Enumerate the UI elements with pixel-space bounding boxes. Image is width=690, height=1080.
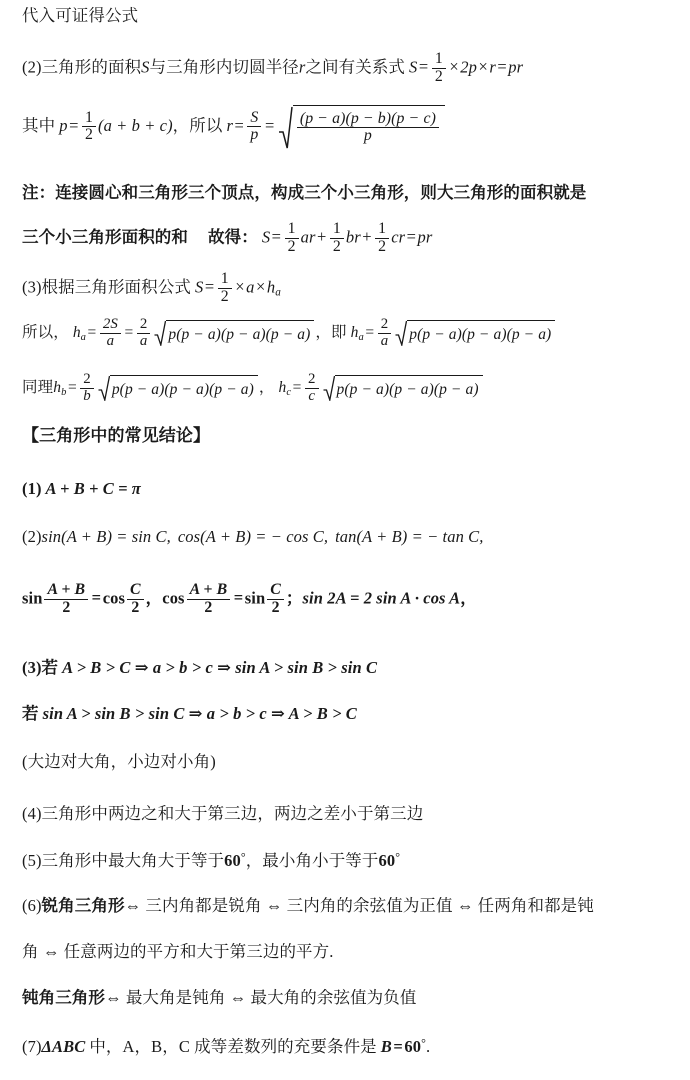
fraction-numerator: 1 xyxy=(82,110,96,127)
fraction-numerator: 1 xyxy=(375,221,389,238)
fraction-denominator: a xyxy=(139,332,148,349)
term-pr: pr xyxy=(508,57,524,77)
subscript-c: c xyxy=(286,387,292,399)
symbol-h-2: h xyxy=(350,324,359,342)
identity-tan: tan(A + B) = − tan C, xyxy=(335,527,484,546)
fraction-one-half xyxy=(218,271,232,304)
subscript-b: b xyxy=(61,387,67,399)
text-line-conclusion-6 xyxy=(22,898,682,915)
text-line-p-definition xyxy=(22,105,682,149)
ruo-label: 若 xyxy=(41,658,59,677)
note-text: 注：连接圆心和三角形三个顶点，构成三个小三角形，则大三角形的面积就是 xyxy=(22,183,587,202)
term-r: r xyxy=(489,57,496,77)
semicolon: ； xyxy=(285,588,303,608)
fraction-one-half-2 xyxy=(330,221,344,254)
equals-sign-2: = xyxy=(292,379,302,397)
acute-triangle-equivalences: ⇔ 三内角都是锐角 ⇔ 三内角的余弦值为正值 ⇔ 任两角和都是钝 xyxy=(124,896,594,915)
degree-symbol-1: ° xyxy=(240,850,246,864)
degree-symbol-2: ° xyxy=(395,850,401,864)
comma-2: ， xyxy=(460,588,477,608)
equals-sign: = xyxy=(204,277,215,297)
radical-body xyxy=(293,105,445,149)
radical-body: p(p − a)(p − a)(p − a) xyxy=(110,375,258,401)
conclusion-7-mid: 中，A，B，C 成等差数列的充要条件是 xyxy=(89,1036,377,1056)
fraction-numerator: A + B xyxy=(187,582,231,599)
text-line-note xyxy=(22,185,682,202)
conclusion-4-text: (4)三角形中两边之和大于第三边，两边之差小于第三边 xyxy=(22,804,424,823)
symbol-h: h xyxy=(53,379,62,397)
fraction-under-radical xyxy=(297,111,439,144)
equals-sign-2: = xyxy=(124,324,134,342)
fraction-numerator: 1 xyxy=(285,221,299,238)
equals-sign: = xyxy=(271,227,282,247)
fraction-numerator: 1 xyxy=(432,51,446,68)
fraction-numerator: 1 xyxy=(218,271,232,288)
fraction-S-over-p xyxy=(247,110,261,143)
item-2-tail: 之间有关系式 xyxy=(305,57,406,77)
fraction-denominator: 2 xyxy=(287,237,296,255)
fraction-denominator: 2 xyxy=(220,287,229,305)
item-number: (1) xyxy=(22,479,42,498)
fraction-numerator: C xyxy=(127,582,144,599)
inequality-chain-converse: sin A > sin B > sin C ⇒ a > b > c ⇒ A > B > C xyxy=(42,704,357,723)
conclusion-5-prefix: (5)三角形中最大角大于等于 xyxy=(22,850,225,870)
symbol-B: B xyxy=(380,1036,392,1056)
term-br: br xyxy=(345,227,361,247)
fraction-denominator: 2 xyxy=(378,237,387,255)
times-sign: × xyxy=(449,57,459,77)
item-3-prefix: (3)根据三角形面积公式 xyxy=(22,277,191,297)
degree-value-1: 60 xyxy=(224,850,241,870)
radical-expression-2 xyxy=(323,375,483,401)
times-sign: × xyxy=(235,277,245,297)
degree-symbol: ° xyxy=(421,1036,426,1050)
conclusion-5-mid: ，最小角小于等于 xyxy=(245,850,379,870)
qizhong-label: 其中 xyxy=(22,115,56,135)
radical-expression-2 xyxy=(395,320,555,346)
fraction-denominator: a xyxy=(106,332,115,349)
fraction-2-over-a xyxy=(137,317,151,348)
equals-sign: = xyxy=(67,379,77,397)
radical-expression-1 xyxy=(98,375,258,401)
fraction-2-over-a-2 xyxy=(378,317,392,348)
remark-text: (大边对大角，小边对小角) xyxy=(22,752,216,771)
symbol-h-2: h xyxy=(278,379,287,397)
fraction-numerator: 1 xyxy=(330,221,344,238)
double-angle-identity: sin 2A = 2 sin A · cos A xyxy=(302,588,461,608)
comma: ， xyxy=(172,115,190,135)
equals-sign: = xyxy=(87,324,97,342)
fraction-one-half-3 xyxy=(375,221,389,254)
times-sign-2: × xyxy=(478,57,488,77)
subscript-a: a xyxy=(275,286,281,299)
text-line-conclusion-6-cont xyxy=(22,944,682,961)
sin-label-2: sin xyxy=(244,588,266,608)
expr-a-plus-b-plus-c: (a + b + c) xyxy=(97,115,173,135)
plus-sign-2: + xyxy=(362,227,372,247)
ruo-label: 若 xyxy=(22,704,39,723)
equals-sign-2: = xyxy=(406,227,417,247)
fraction-numerator: 2 xyxy=(378,317,392,333)
radical-sign-icon xyxy=(154,320,166,346)
text-line-half-angle xyxy=(22,583,682,616)
symbol-S: S xyxy=(141,57,150,77)
fraction-numerator: 2S xyxy=(100,317,121,333)
fraction-denominator: 2 xyxy=(84,125,93,143)
acute-triangle-continuation: 角 ⇔ 任意两边的平方和大于第三边的平方. xyxy=(22,942,334,961)
text-line-hb-hc xyxy=(22,373,682,404)
fraction-one-half xyxy=(82,110,96,143)
radical-body: p(p − a)(p − a)(p − a) xyxy=(335,375,483,401)
fraction-one-half xyxy=(432,51,446,84)
identity-cos: cos(A + B) = − cos C, xyxy=(177,527,329,546)
item-number: (3) xyxy=(22,658,42,677)
radical-expression-1 xyxy=(154,320,314,346)
cos-label-2: cos xyxy=(162,588,185,608)
radical-expression xyxy=(278,105,445,149)
text-line-ha-derivation xyxy=(22,318,682,349)
equals-sign-1: = xyxy=(91,588,102,608)
equals-sign: = xyxy=(69,115,79,135)
symbol-r: r xyxy=(226,115,234,135)
comma: ， xyxy=(315,324,332,342)
intro-text: 代入可证得公式 xyxy=(22,6,139,25)
obtuse-triangle-equivalences: ⇔ 最大角是钝角 ⇔ 最大角的余弦值为负值 xyxy=(105,988,417,1007)
fraction-2S-over-a xyxy=(100,317,121,348)
triangle-ABC: ΔABC xyxy=(41,1036,86,1056)
sin-label-1: sin xyxy=(22,588,43,608)
fraction-denominator: c xyxy=(308,387,316,404)
obtuse-triangle-label: 钝角三角形 xyxy=(22,988,105,1007)
symbol-S: S xyxy=(194,277,204,297)
radical-sign-icon xyxy=(323,375,335,401)
text-line-remark xyxy=(22,754,682,771)
equals-sign-3: = xyxy=(365,324,375,342)
item-2-prefix: (2)三角形的面积 xyxy=(22,57,142,77)
text-line-sum-derivation xyxy=(22,222,682,255)
subscript-a: a xyxy=(80,332,87,344)
term-ar: ar xyxy=(300,227,316,247)
plus-sign-1: + xyxy=(316,227,327,247)
item-number: (7) xyxy=(22,1036,42,1056)
degree-value: 60 xyxy=(404,1036,422,1056)
fraction-denominator: b xyxy=(83,387,91,404)
fraction-A-plus-B-over-2-2 xyxy=(187,582,231,615)
equals-sign: = xyxy=(393,1036,403,1056)
formula-angle-sum: A + B + C = π xyxy=(45,479,141,498)
comma-1: ， xyxy=(145,588,163,608)
subscript-a-2: a xyxy=(358,332,364,344)
acute-triangle-label: 锐角三角形 xyxy=(41,896,125,915)
fraction-numerator: S xyxy=(247,110,261,127)
item-number: (6) xyxy=(22,896,42,915)
symbol-h: h xyxy=(72,324,81,342)
fraction-denominator: 2 xyxy=(271,598,280,616)
text-line-item-3 xyxy=(22,272,682,305)
equals-sign-2: = xyxy=(233,588,244,608)
formula-S: S xyxy=(409,57,418,77)
section-heading-text: 【三角形中的常见结论】 xyxy=(22,426,211,445)
fraction-one-half-1 xyxy=(285,221,299,254)
text-line-conclusion-3 xyxy=(22,660,682,677)
equals-sign-2: = xyxy=(234,115,244,135)
fraction-denominator: a xyxy=(380,332,389,349)
text-line-intro xyxy=(22,8,682,25)
fraction-denominator: 2 xyxy=(332,237,341,255)
term-2p: 2p xyxy=(460,57,477,77)
text-line-converse-chain xyxy=(22,706,682,723)
fraction-denominator: 2 xyxy=(434,67,443,85)
fraction-numerator: 2 xyxy=(137,317,151,333)
text-line-conclusion-2 xyxy=(22,529,682,546)
fraction-C-over-2-2 xyxy=(267,582,284,615)
equals-sign-3: = xyxy=(264,115,275,135)
term-pr: pr xyxy=(417,227,433,247)
degree-value-2: 60 xyxy=(378,850,396,870)
fraction-numerator: (p − a)(p − b)(p − c) xyxy=(297,111,439,128)
symbol-h: h xyxy=(266,277,276,297)
text-line-obtuse-triangle xyxy=(22,990,682,1007)
fraction-numerator: C xyxy=(267,582,284,599)
term-cr: cr xyxy=(391,227,406,247)
symbol-p: p xyxy=(59,115,68,135)
fraction-denominator: 2 xyxy=(131,598,140,616)
text-line-conclusion-5 xyxy=(22,852,682,869)
radical-sign-icon xyxy=(278,105,293,149)
text-line-item-2 xyxy=(22,52,682,85)
suoyi-label: 所以， xyxy=(22,324,69,342)
ji-label: 即 xyxy=(331,324,347,342)
comma: ， xyxy=(258,379,275,397)
equals-sign: = xyxy=(418,57,429,77)
text-line-conclusion-1 xyxy=(22,481,682,498)
section-heading xyxy=(22,427,682,444)
symbol-S: S xyxy=(261,227,271,247)
suoyi-label: 所以 xyxy=(189,115,223,135)
fraction-C-over-2-1 xyxy=(127,582,144,615)
fraction-numerator: 2 xyxy=(305,372,319,388)
symbol-a: a xyxy=(246,277,255,297)
fraction-denominator: p xyxy=(363,127,372,145)
inequality-chain: A > B > C ⇒ a > b > c ⇒ sin A > sin B > sin C xyxy=(62,658,378,677)
identity-sin: sin(A + B) = sin C, xyxy=(41,527,171,546)
text-line-conclusion-7 xyxy=(22,1038,682,1055)
fraction-2-over-c xyxy=(305,372,319,403)
item-2-mid: 与三角形内切圆半径 xyxy=(149,57,299,77)
tongli-label: 同理 xyxy=(22,379,54,397)
fraction-2-over-b xyxy=(80,372,94,403)
fraction-numerator: A + B xyxy=(44,582,88,599)
radical-sign-icon xyxy=(98,375,110,401)
gude-label: 故得： xyxy=(208,227,258,247)
equals-sign-2: = xyxy=(497,57,507,77)
fraction-numerator: 2 xyxy=(80,372,94,388)
period: . xyxy=(425,1036,431,1056)
symbol-r: r xyxy=(298,57,306,77)
fraction-denominator: 2 xyxy=(62,598,71,616)
radical-body: p(p − a)(p − a)(p − a) xyxy=(407,320,555,346)
fraction-denominator: 2 xyxy=(204,598,213,616)
fraction-denominator: p xyxy=(250,125,259,143)
radical-body: p(p − a)(p − a)(p − a) xyxy=(166,320,314,346)
cos-label-1: cos xyxy=(102,588,125,608)
fraction-A-plus-B-over-2-1 xyxy=(44,582,88,615)
sum-prefix: 三个小三角形面积的和 xyxy=(22,227,188,247)
text-line-conclusion-4 xyxy=(22,806,682,823)
radical-sign-icon xyxy=(395,320,407,346)
item-number: (2) xyxy=(22,527,42,546)
times-sign-2: × xyxy=(256,277,266,297)
